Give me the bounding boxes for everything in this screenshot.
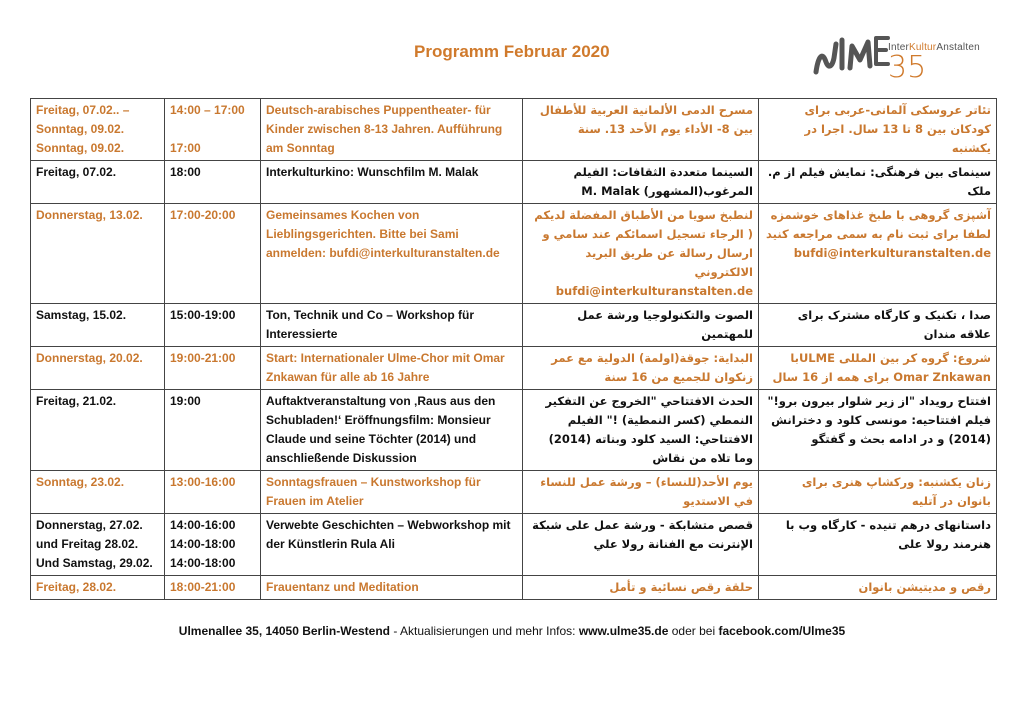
event-time-line: 18:00-21:00 [170,580,236,594]
event-desc-persian: داستانهای درهم تنیده - کارگاه وب با هنرمند رولا علی [759,514,997,576]
event-time [165,514,261,576]
event-date [31,576,165,600]
event-time-line: 14:00-18:00 [170,556,236,570]
footer-or: oder bei [671,624,716,638]
event-row [31,161,997,204]
event-desc-arabic: يوم الأحد(للنساء) – ورشة عمل للنساء في الاستديو [523,471,759,514]
event-desc-german: Auftaktveranstaltung von ‚Raus aus den Schubladen!‘ Eröffnungsfilm: Monsieur Claude und seine Töchter (2014) und anschließende Diskussion [261,390,523,471]
footer-address: Ulmenallee 35, 14050 Berlin-Westend [178,624,391,638]
website-link[interactable]: www.ulme35.de [578,624,669,638]
logo-number: 35 [888,50,927,85]
event-date-line: Samstag, 15.02. [36,308,127,322]
event-desc-persian: صدا ، تکنیک و کارگاه مشترک برای علاقه مندان [759,304,997,347]
event-time-line: 14:00-16:00 [170,518,236,532]
event-time-line: 15:00-19:00 [170,308,236,322]
event-row [31,99,997,161]
event-time [165,390,261,471]
event-time [165,347,261,390]
event-date-line: Freitag, 21.02. [36,394,117,408]
event-desc-persian: سینمای بین فرهنگی: نمایش فیلم از م. ملک [759,161,997,204]
event-date-line: Freitag, 07.02.. – [36,103,130,117]
facebook-link[interactable]: facebook.com/Ulme35 [718,624,846,638]
event-time [165,471,261,514]
event-time [165,204,261,304]
event-date-line: und Freitag 28.02. [36,537,139,551]
event-desc-arabic: الصوت والتكنولوجيا ورشة عمل للمهتمين [523,304,759,347]
event-desc-persian: شروع: گروه کر بین المللی ULMEبا Omar Znkawan برای همه از 16 سال [759,347,997,390]
event-time [165,576,261,600]
event-desc-persian: افتتاح رویداد "از زیر شلوار بیرون برو!" فیلم افتتاحیه: مونسی کلود و دخترانش (2014) و در ادامه بحث و گفتگو [759,390,997,471]
event-time-line: 17:00 [170,141,201,155]
event-time-line [170,120,255,139]
ulme35-logo [810,28,996,84]
event-date [31,161,165,204]
event-date-line: Freitag, 28.02. [36,580,117,594]
event-date [31,99,165,161]
event-desc-german: Ton, Technik und Co – Workshop für Interessierte [261,304,523,347]
event-desc-persian: رقص و مدیتیشن بانوان [759,576,997,600]
program-table [30,98,997,600]
event-row [31,204,997,304]
event-desc-arabic: الحدث الافتتاحي "الخروج عن التفكير النمطي (كسر النمطية) !" الفيلم الافتتاحي: السيد كلود وبناته (2014) وما تلاه من نقاش [523,390,759,471]
event-desc-persian: زنان یکشنبه: ورکشاپ هنری برای بانوان در آتلیه [759,471,997,514]
event-desc-german: Gemeinsames Kochen von Lieblingsgerichten. Bitte bei Sami anmelden: bufdi@interkulturanstalten.de [261,204,523,304]
event-time [165,304,261,347]
page-title: Programm Februar 2020 [414,42,610,61]
event-time-line: 19:00 [170,394,201,408]
logo-subtitle: InterKulturAnstalten [888,42,980,53]
event-date [31,347,165,390]
event-date-line: Und Samstag, 29.02. [36,556,153,570]
event-date-line: Sonntag, 09.02. [36,122,125,136]
event-desc-arabic: السينما متعددة الثقافات: الفيلم المرغوب(المشهور) M. Malak [523,161,759,204]
event-row [31,471,997,514]
event-time [165,99,261,161]
event-date-line: Sonntag, 23.02. [36,475,125,489]
event-date [31,390,165,471]
event-time-line: 14:00-18:00 [170,537,236,551]
event-date [31,514,165,576]
event-date-line: Donnerstag, 20.02. [36,351,143,365]
event-time [165,161,261,204]
event-desc-arabic: قصص متشابكة - ورشة عمل على شبكة الإنترنت مع الفنانة رولا علي [523,514,759,576]
event-date [31,304,165,347]
event-time-line: 13:00-16:00 [170,475,236,489]
event-date-line: Donnerstag, 13.02. [36,208,143,222]
event-row [31,304,997,347]
event-desc-arabic: لنطبخ سويا من الأطباق المفضلة لديكم ( الرجاء تسجيل اسمائكم عند سامي و ارسال رسالة عن طريق البريد الالكتروني bufdi@interkulturanstalten.de [523,204,759,304]
event-desc-german: Start: Internationaler Ulme-Chor mit Omar Znkawan für alle ab 16 Jahre [261,347,523,390]
event-row [31,390,997,471]
ulme-logo-icon [810,28,890,84]
event-desc-german: Sonntagsfrauen – Kunstworkshop für Frauen im Atelier [261,471,523,514]
event-desc-german: Verwebte Geschichten – Webworkshop mit der Künstlerin Rula Ali [261,514,523,576]
event-date-line: Donnerstag, 27.02. [36,518,143,532]
event-desc-german: Frauentanz und Meditation [261,576,523,600]
event-date-line: Freitag, 07.02. [36,165,117,179]
footer-info: - Aktualisierungen und mehr Infos: [393,624,576,638]
event-desc-arabic: حلقة رقص نسائية و تأمل [523,576,759,600]
event-date [31,204,165,304]
event-time-line: 19:00-21:00 [170,351,236,365]
event-time-line: 14:00 – 17:00 [170,103,245,117]
event-row [31,514,997,576]
event-time-line: 17:00-20:00 [170,208,236,222]
footer [0,624,1024,638]
event-time-line: 18:00 [170,165,201,179]
event-date [31,471,165,514]
event-desc-arabic: مسرح الدمى الألمانية العربية للأطفال بين 8- الأداء يوم الأحد 13. سنة [523,99,759,161]
event-desc-persian: تئاتر عروسکی آلمانی-عربی برای کودکان بین 8 تا 13 سال. اجرا در یکشنبه [759,99,997,161]
event-desc-persian: آشپزی گروهی با طبخ غذاهای خوشمزه لطفا برای ثبت نام به سمی مراجعه کنید bufdi@interkulturanstalten.de [759,204,997,304]
event-desc-german: Deutsch-arabisches Puppentheater- für Kinder zwischen 8-13 Jahren. Aufführung am Sonntag [261,99,523,161]
event-desc-german: Interkulturkino: Wunschfilm M. Malak [261,161,523,204]
event-desc-arabic: البداية: جوقة(اولمة) الدولية مع عمر زنكوان للجميع من 16 سنة [523,347,759,390]
event-row [31,347,997,390]
event-row [31,576,997,600]
event-date-line: Sonntag, 09.02. [36,141,125,155]
